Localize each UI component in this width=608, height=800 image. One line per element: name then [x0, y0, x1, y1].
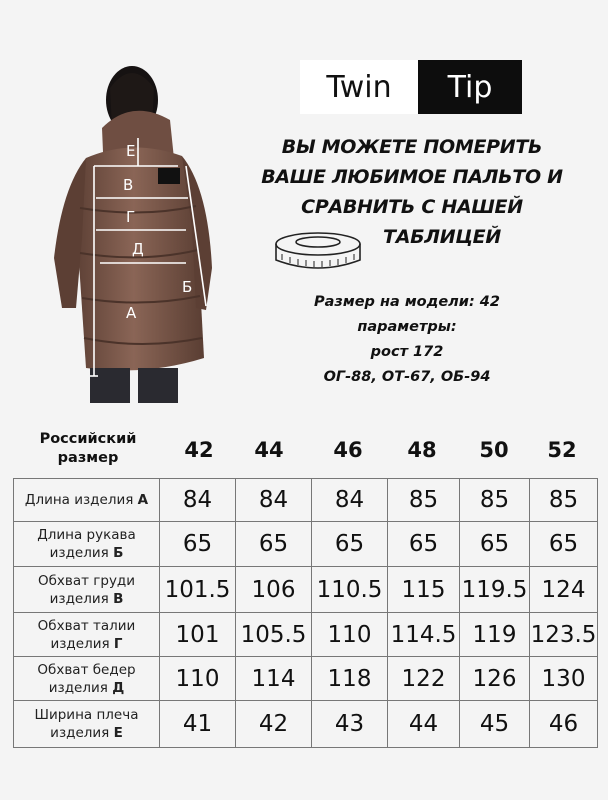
row-letter: А [137, 492, 149, 508]
table-cell: 114.5 [388, 613, 460, 657]
table-cell: 46 [530, 701, 598, 748]
table-cell: 65 [388, 522, 460, 567]
table-cell: 106 [236, 567, 312, 613]
headline-line: ВАШЕ ЛЮБИМОЕ ПАЛЬТО И [261, 166, 563, 188]
brand-logo [300, 60, 522, 114]
table-row [14, 701, 598, 748]
row-label-text: Обхват бедер изделия [37, 661, 136, 696]
headline-line: ТАБЛИЦЕЙ [383, 226, 501, 248]
table-cell: 101 [160, 613, 236, 657]
size-col-header: 52 [547, 438, 577, 462]
table-cell: 44 [388, 701, 460, 748]
model-parameters [292, 290, 522, 390]
size-table-header [0, 424, 608, 480]
table-cell: 114 [236, 657, 312, 701]
table-cell: 119 [460, 613, 530, 657]
size-col-header: 46 [333, 438, 363, 462]
measure-label-g: Г [126, 208, 136, 226]
table-cell: 84 [312, 479, 388, 522]
row-letter: В [113, 590, 124, 607]
size-header-label: Российский размер [39, 431, 137, 466]
row-letter: Е [113, 725, 123, 741]
table-cell: 126 [460, 657, 530, 701]
table-row [14, 479, 598, 522]
row-label [14, 479, 160, 522]
table-cell: 65 [460, 522, 530, 567]
row-letter: Д [112, 679, 125, 696]
table-row [14, 657, 598, 701]
headline-line: ВЫ МОЖЕТЕ ПОМЕРИТЬ [281, 136, 543, 158]
row-letter: Б [113, 545, 124, 561]
row-label-text: Длина изделия [24, 492, 134, 508]
table-row [14, 613, 598, 657]
row-label [14, 567, 160, 613]
logo-word-twin: Twin [326, 69, 392, 105]
table-cell: 43 [312, 701, 388, 748]
table-cell: 118 [312, 657, 388, 701]
table-cell: 42 [236, 701, 312, 748]
table-cell: 115 [388, 567, 460, 613]
table-cell: 65 [236, 522, 312, 567]
row-label [14, 657, 160, 701]
table-row [14, 522, 598, 567]
table-cell: 65 [312, 522, 388, 567]
table-cell: 84 [160, 479, 236, 522]
size-col-header: 42 [184, 438, 214, 462]
measuring-tape-icon [272, 230, 364, 276]
coat-illustration [46, 58, 218, 403]
model-photo [46, 58, 218, 403]
table-cell: 45 [460, 701, 530, 748]
table-cell: 110.5 [312, 567, 388, 613]
table-cell: 123.5 [530, 613, 598, 657]
measure-label-d: Д [132, 240, 144, 258]
row-label-text: Длина рукава изделия [37, 527, 136, 561]
table-cell: 65 [160, 522, 236, 567]
size-col-header: 44 [254, 438, 284, 462]
table-cell: 85 [530, 479, 598, 522]
table-cell: 105.5 [236, 613, 312, 657]
row-label-text: Ширина плеча изделия [34, 707, 139, 741]
model-params-heading: параметры: [357, 319, 457, 335]
measure-label-a: А [126, 304, 137, 322]
logo-word-tip: Tip [418, 60, 522, 114]
table-cell: 85 [460, 479, 530, 522]
measure-label-e: Е [126, 142, 136, 160]
row-label-text: Обхват талии изделия [37, 617, 136, 652]
row-label [14, 701, 160, 748]
headline-line: СРАВНИТЬ С НАШЕЙ [301, 196, 523, 218]
model-height-line: рост 172 [370, 344, 444, 360]
model-size-line: Размер на модели: 42 [314, 294, 500, 310]
table-cell: 110 [160, 657, 236, 701]
model-measurements-line: ОГ-88, ОТ-67, ОБ-94 [323, 369, 491, 385]
row-label-text: Обхват груди изделия [37, 572, 136, 607]
measure-label-v: В [123, 176, 134, 194]
table-row [14, 567, 598, 613]
size-table [13, 478, 598, 748]
row-label [14, 522, 160, 567]
table-cell: 119.5 [460, 567, 530, 613]
table-cell: 110 [312, 613, 388, 657]
row-label [14, 613, 160, 657]
row-letter: Г [113, 635, 123, 652]
table-cell: 41 [160, 701, 236, 748]
size-col-header: 48 [407, 438, 437, 462]
table-cell: 84 [236, 479, 312, 522]
table-cell: 124 [530, 567, 598, 613]
table-cell: 122 [388, 657, 460, 701]
table-cell: 130 [530, 657, 598, 701]
size-col-header: 50 [479, 438, 509, 462]
table-cell: 85 [388, 479, 460, 522]
table-cell: 65 [530, 522, 598, 567]
table-cell: 101.5 [160, 567, 236, 613]
measure-label-b: Б [182, 278, 193, 296]
